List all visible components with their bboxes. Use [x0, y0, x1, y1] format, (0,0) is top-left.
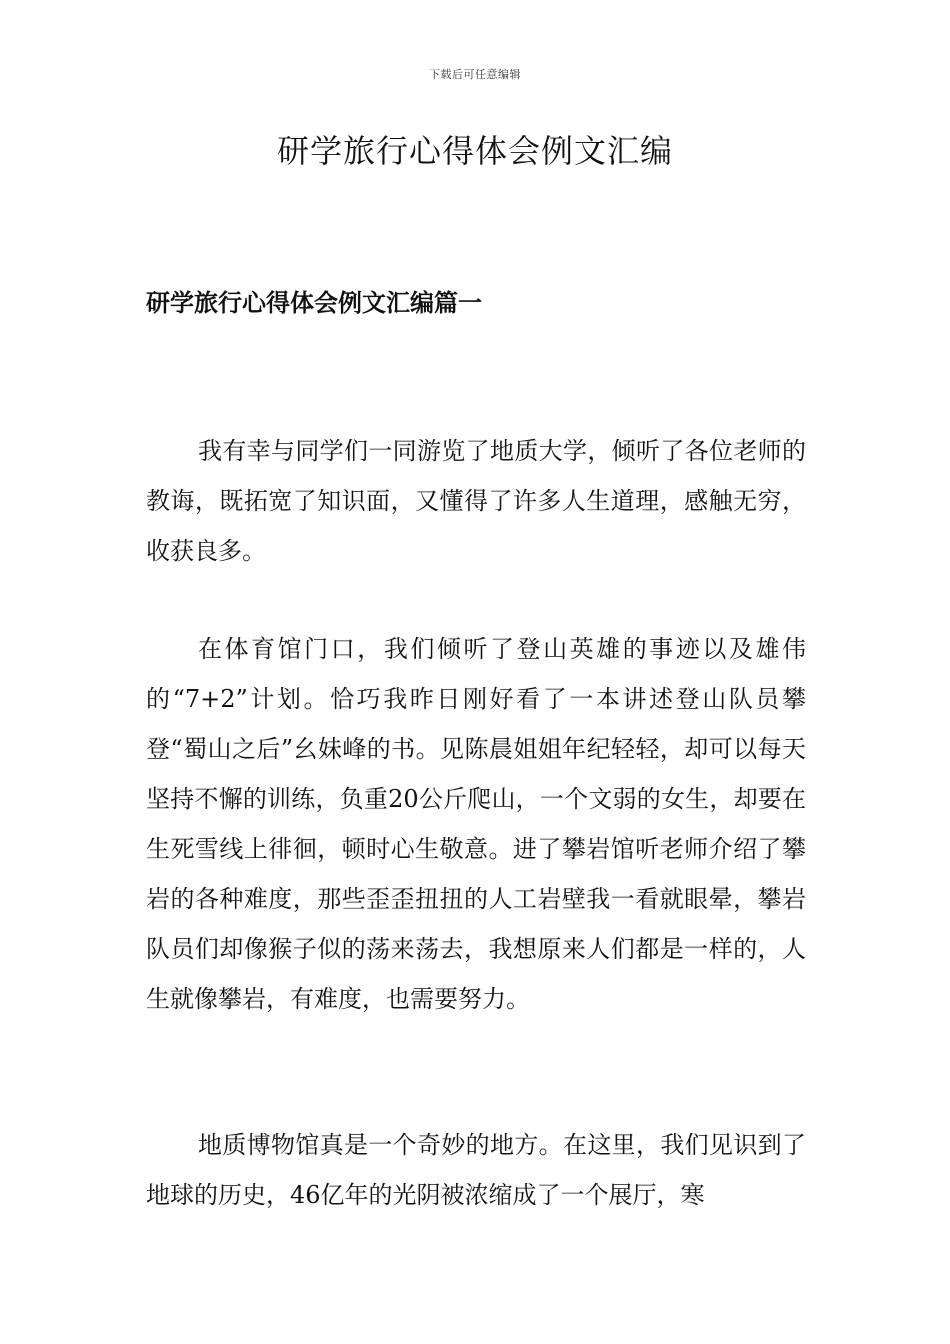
- paragraph-3: 地质博物馆真是一个奇妙的地方。在这里，我们见识到了地球的历史，46亿年的光阴被浓缩成了一个展厅，寒: [146, 1131, 806, 1209]
- paragraph-2: 在体育馆门口，我们倾听了登山英雄的事迹以及雄伟的“7+2”计划。恰巧我昨日刚好看了一本讲述登山队员攀登“蜀山之后”幺妹峰的书。见陈晨姐姐年纪轻轻，却可以每天坚持不懈的训练，负重20公斤爬山，一个文弱的女生，却要在生死雪线上徘徊，顿时心生敬意。进了攀岩馆听老师介绍了攀岩的各种难度，那些歪歪扭扭的人工岩壁我一看就眼晕，攀岩队员们却像猴子似的荡来荡去，我想原来人们都是一样的，人生就像攀岩，有难度，也需要努力。: [146, 635, 806, 1013]
- paragraph-1: 我有幸与同学们一同游览了地质大学，倾听了各位老师的教诲，既拓宽了知识面，又懂得了许多人生道理，感触无穷，收获良多。: [146, 437, 806, 565]
- header-note: 下载后可任意编辑: [429, 68, 521, 81]
- document-title: 研学旅行心得体会例文汇编: [276, 132, 673, 170]
- section-heading: 研学旅行心得体会例文汇编篇一: [146, 288, 482, 317]
